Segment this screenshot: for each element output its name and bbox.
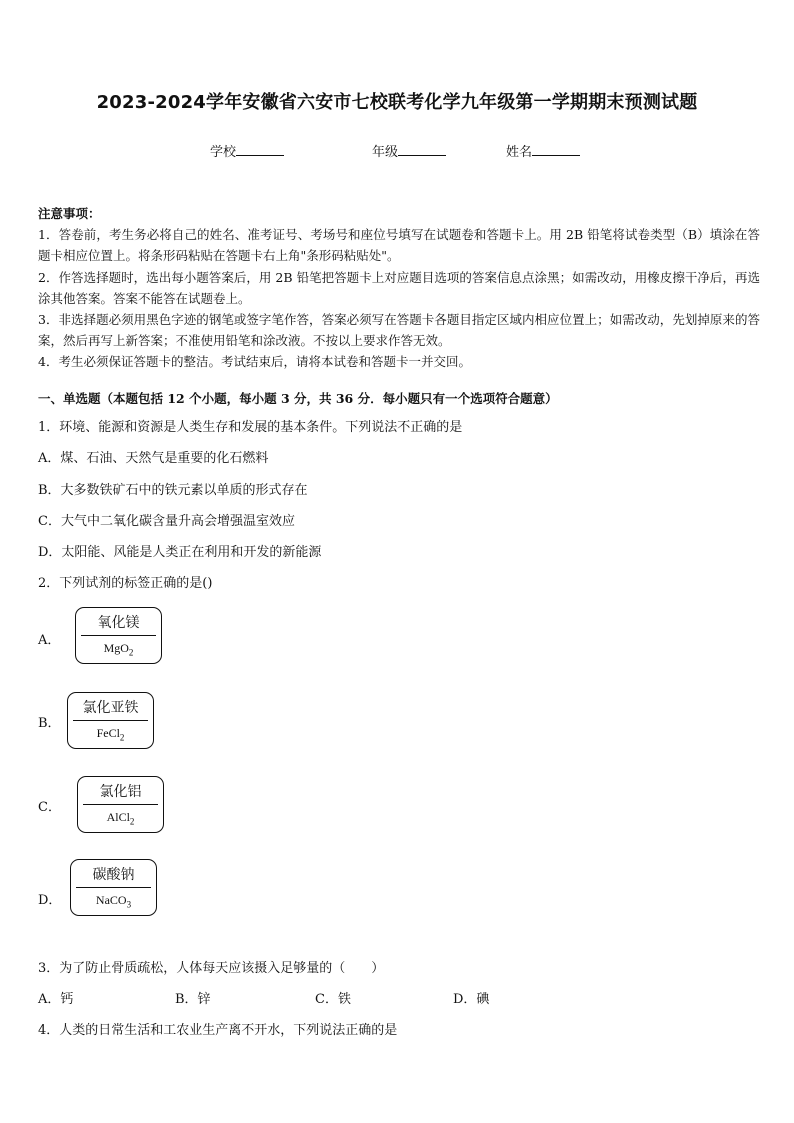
name-label: 姓名 xyxy=(506,145,533,160)
note-item: 3．非选择题必须用黑色字迹的钢笔或签字笔作答，答案必须写在答题卡各题目指定区域内相应位置上；如需改动，先划掉原来的答案，然后再写上新答案；不准使用铅笔和涂改液。不按以上要求作答无效。 xyxy=(38,312,760,349)
q1-stem: 1．环境、能源和资源是人类生存和发展的基本条件。下列说法不正确的是 xyxy=(38,420,463,435)
q2-option-b-letter: B． xyxy=(38,716,61,731)
reagent-name: 碳酸钠 xyxy=(92,867,135,883)
reagent-name: 氧化镁 xyxy=(97,615,140,631)
q1-option-b: B．大多数铁矿石中的铁元素以单质的形式存在 xyxy=(38,483,308,498)
page-title: 2023-2024学年安徽省六安市七校联考化学九年级第一学期期末预测试题 xyxy=(96,92,698,113)
notes-heading: 注意事项： xyxy=(38,206,101,221)
q2-label-d xyxy=(70,859,157,916)
reagent-name: 氯化亚铁 xyxy=(82,700,139,716)
note-item: 4．考生必须保证答题卡的整洁。考试结束后，请将本试卷和答题卡一并交回。 xyxy=(38,354,471,370)
q2-label-c xyxy=(77,776,164,833)
school-label: 学校 xyxy=(210,145,237,160)
reagent-name: 氯化铝 xyxy=(99,784,142,800)
note-item: 1．答卷前，考生务必将自己的姓名、准考证号、考场号和座位号填写在试题卷和答题卡上。用 2B 铅笔将试卷类型（B）填涂在答题卡相应位置上。将条形码粘贴在答题卡右上角"条形码粘贴处"。 xyxy=(38,227,760,264)
section-heading: 一、单选题（本题包括 12 个小题，每小题 3 分，共 36 分．每小题只有一个选项符合题意） xyxy=(38,391,558,406)
notes-block xyxy=(38,203,760,373)
name-blank xyxy=(532,143,580,156)
q2-label-b xyxy=(67,692,154,749)
q2-option-c-letter: C． xyxy=(38,800,61,815)
q1-option-a: A．煤、石油、天然气是重要的化石燃料 xyxy=(38,451,269,466)
note-item: 2．作答选择题时，选出每小题答案后，用 2B 铅笔把答题卡上对应题目选项的答案信息点涂黑；如需改动，用橡皮擦干净后，再选涂其他答案。答案不能答在试题卷上。 xyxy=(38,269,760,306)
grade-blank xyxy=(398,143,446,156)
q2-label-a xyxy=(75,607,162,664)
q1-option-d: D．太阳能、风能是人类正在利用和开发的新能源 xyxy=(38,545,322,560)
q3-option-b: B．锌 xyxy=(175,992,211,1007)
label-divider xyxy=(76,887,151,888)
q3-option-a: A．钙 xyxy=(38,992,74,1007)
reagent-formula: FeCl$_2$ xyxy=(96,726,125,743)
name-field xyxy=(506,141,580,160)
school-field xyxy=(210,141,284,160)
q3-stem: 3．为了防止骨质疏松，人体每天应该摄入足够量的（ ） xyxy=(38,961,385,976)
grade-label: 年级 xyxy=(372,145,399,160)
q1-option-c: C．大气中二氧化碳含量升高会增强温室效应 xyxy=(38,514,295,529)
reagent-formula: NaCO$_3$ xyxy=(95,893,132,910)
grade-field xyxy=(372,141,446,160)
q4-stem: 4．人类的日常生活和工农业生产离不开水，下列说法正确的是 xyxy=(38,1023,398,1038)
reagent-formula: MgO$_2$ xyxy=(103,641,134,658)
reagent-formula: AlCl$_2$ xyxy=(106,810,135,827)
q3-option-d: D．碘 xyxy=(453,992,490,1007)
label-divider xyxy=(81,635,156,636)
q2-option-a-letter: A． xyxy=(38,633,61,648)
q2-option-d-letter: D． xyxy=(38,893,62,908)
label-divider xyxy=(83,804,158,805)
label-divider xyxy=(73,720,148,721)
q2-stem: 2．下列试剂的标签正确的是() xyxy=(38,576,213,591)
school-blank xyxy=(236,143,284,156)
q3-option-c: C．铁 xyxy=(315,992,351,1007)
